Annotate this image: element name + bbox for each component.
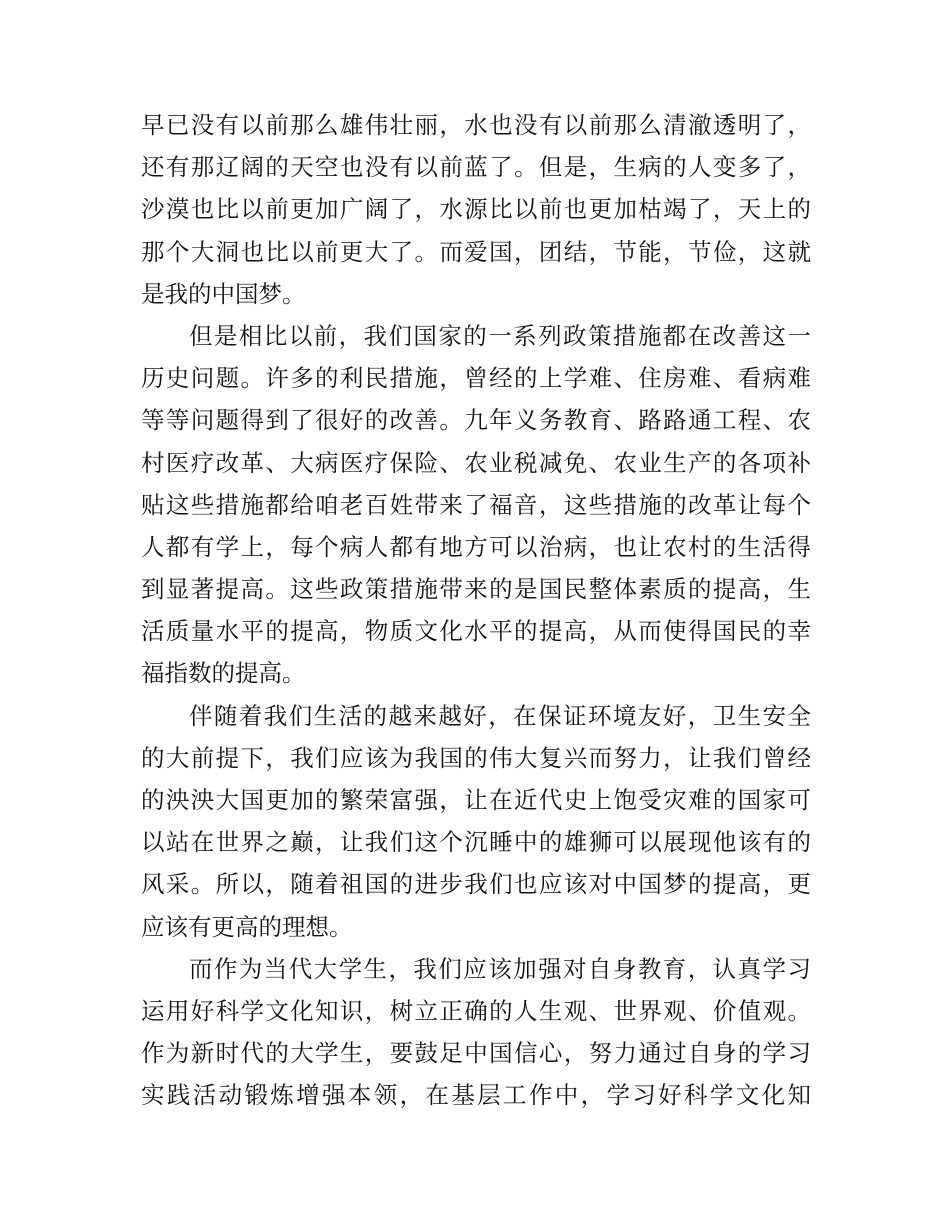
text-line: 运用好科学文化知识，树立正确的人生观、世界观、价值观。 bbox=[141, 996, 811, 1025]
text-line: 活质量水平的提高，物质文化水平的提高，从而使得国民的幸 bbox=[141, 617, 811, 646]
text-line: 应该有更高的理想。 bbox=[141, 912, 353, 941]
text-line: 福指数的提高。 bbox=[141, 659, 306, 688]
text-line: 而作为当代大学生，我们应该加强对自身教育，认真学习 bbox=[189, 954, 811, 983]
text-line: 贴这些措施都给咱老百姓带来了福音，这些措施的改革让每个 bbox=[141, 490, 811, 519]
text-line: 但是相比以前，我们国家的一系列政策措施都在改善这一 bbox=[189, 321, 811, 350]
text-line: 人都有学上，每个病人都有地方可以治病，也让农村的生活得 bbox=[141, 532, 811, 561]
text-line: 实践活动锻炼增强本领，在基层工作中，学习好科学文化知 bbox=[141, 1081, 811, 1110]
text-line: 作为新时代的大学生，要鼓足中国信心，努力通过自身的学习 bbox=[141, 1039, 811, 1068]
text-line: 风采。所以，随着祖国的进步我们也应该对中国梦的提高，更 bbox=[141, 870, 811, 899]
text-line: 伴随着我们生活的越来越好，在保证环境友好，卫生安全 bbox=[189, 701, 811, 730]
text-line: 到显著提高。这些政策措施带来的是国民整体素质的提高，生 bbox=[141, 575, 811, 604]
text-line: 等等问题得到了很好的改善。九年义务教育、路路通工程、农 bbox=[141, 406, 811, 435]
text-line: 历史问题。许多的利民措施，曾经的上学难、住房难、看病难 bbox=[141, 364, 811, 393]
text-line: 的泱泱大国更加的繁荣富强，让在近代史上饱受灾难的国家可 bbox=[141, 786, 811, 814]
text-line: 沙漠也比以前更加广阔了，水源比以前也更加枯竭了，天上的 bbox=[141, 195, 811, 224]
body-text bbox=[141, 104, 811, 1117]
text-line: 是我的中国梦。 bbox=[141, 279, 306, 308]
text-line: 以站在世界之巅，让我们这个沉睡中的雄狮可以展现他该有的 bbox=[141, 828, 811, 857]
text-line: 的大前提下，我们应该为我国的伟大复兴而努力，让我们曾经 bbox=[141, 743, 811, 772]
text-line: 早已没有以前那么雄伟壮丽，水也没有以前那么清澈透明了， bbox=[141, 111, 811, 139]
text-line: 还有那辽阔的天空也没有以前蓝了。但是，生病的人变多了， bbox=[141, 153, 811, 182]
text-line: 村医疗改革、大病医疗保险、农业税减免、农业生产的各项补 bbox=[141, 448, 811, 477]
text-line: 那个大洞也比以前更大了。而爱国，团结，节能，节俭，这就 bbox=[141, 237, 811, 266]
